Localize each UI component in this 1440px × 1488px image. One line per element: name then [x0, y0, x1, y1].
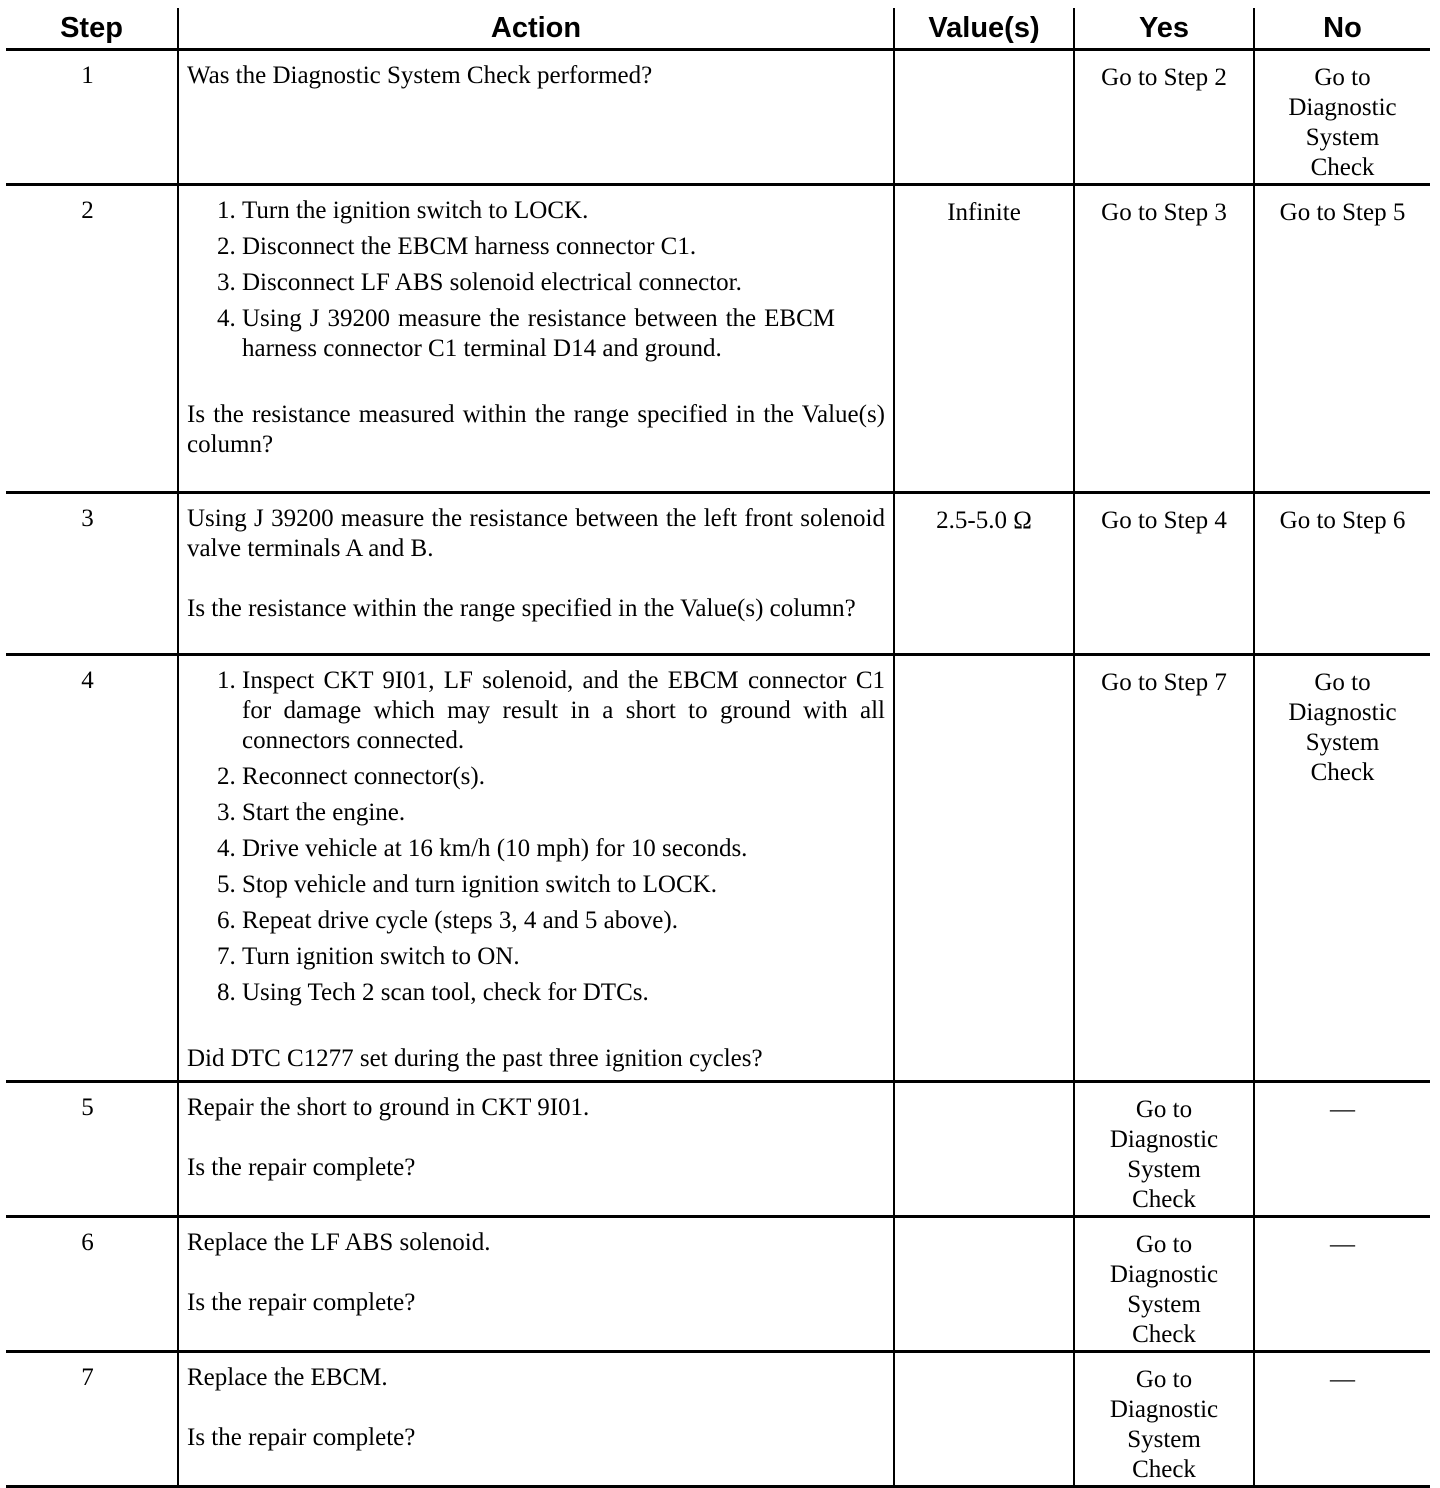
list-item: 4. Using J 39200 measure the resistance between the EBCM harness connector C1 terminal D14 and ground.: [242, 304, 885, 364]
action-cell: [178, 185, 894, 493]
list-item: 7. Turn ignition switch to ON.: [242, 942, 885, 972]
table-row: [6, 1352, 1430, 1487]
action-intro: Replace the LF ABS solenoid.: [187, 1229, 491, 1256]
list-item: 4. Drive vehicle at 16 km/h (10 mph) for 10 seconds.: [242, 834, 885, 864]
table-row: [6, 1217, 1430, 1352]
action-cell: [178, 655, 894, 1082]
step-number: 2: [6, 185, 178, 493]
list-item: 2. Disconnect the EBCM harness connector C1.: [242, 232, 885, 262]
action-intro: Using J 39200 measure the resistance between the left front solenoid valve terminals A and B.: [187, 505, 885, 562]
list-item: 5. Stop vehicle and turn ignition switch to LOCK.: [242, 870, 885, 900]
list-item: 2. Reconnect connector(s).: [242, 762, 885, 792]
no-cell: Go to Step 6: [1254, 493, 1430, 655]
header-value: Value(s): [894, 8, 1074, 50]
action-cell: [178, 1217, 894, 1352]
action-question: Is the repair complete?: [187, 1154, 416, 1181]
list-item: 6. Repeat drive cycle (steps 3, 4 and 5 above).: [242, 906, 885, 936]
value-cell: 2.5-5.0 Ω: [894, 493, 1074, 655]
step-number: 4: [6, 655, 178, 1082]
header-yes: Yes: [1074, 8, 1254, 50]
value-cell: [894, 1217, 1074, 1352]
header-step: Step: [6, 8, 178, 50]
no-cell: Go to Diagnostic System Check: [1254, 655, 1430, 1082]
table-row: [6, 50, 1430, 185]
action-cell: [178, 493, 894, 655]
header-no: No: [1254, 8, 1430, 50]
no-cell: —: [1254, 1082, 1430, 1217]
no-cell: Go to Step 5: [1254, 185, 1430, 493]
action-steps: [187, 666, 885, 1008]
action-intro: Repair the short to ground in CKT 9I01.: [187, 1094, 590, 1121]
action-question: Is the repair complete?: [187, 1289, 416, 1316]
list-item: 3. Start the engine.: [242, 798, 885, 828]
diagnostic-table: [6, 8, 1430, 1488]
action-cell: [178, 1352, 894, 1487]
step-number: 6: [6, 1217, 178, 1352]
table-row: [6, 1082, 1430, 1217]
action-question: Is the resistance measured within the range specified in the Value(s) column?: [187, 401, 885, 458]
action-question: Did DTC C1277 set during the past three ignition cycles?: [187, 1045, 763, 1072]
action-intro: Replace the EBCM.: [187, 1364, 388, 1391]
no-cell: Go to Diagnostic System Check: [1254, 50, 1430, 185]
value-cell: [894, 1082, 1074, 1217]
yes-cell: Go to Step 2: [1074, 50, 1254, 185]
value-cell: [894, 655, 1074, 1082]
action-question: Was the Diagnostic System Check performed?: [187, 62, 653, 89]
list-item: 3. Disconnect LF ABS solenoid electrical connector.: [242, 268, 885, 298]
step-number: 7: [6, 1352, 178, 1487]
yes-cell: Go to Step 7: [1074, 655, 1254, 1082]
list-item: 1. Inspect CKT 9I01, LF solenoid, and the EBCM connector C1 for damage which may result in a short to ground with all connectors connected.: [242, 666, 885, 756]
header-action: Action: [178, 8, 894, 50]
action-question: Is the repair complete?: [187, 1424, 416, 1451]
action-question: Is the resistance within the range specified in the Value(s) column?: [187, 595, 856, 622]
yes-cell: Go to Diagnostic System Check: [1074, 1352, 1254, 1487]
step-number: 5: [6, 1082, 178, 1217]
table-row: [6, 493, 1430, 655]
step-number: 1: [6, 50, 178, 185]
value-cell: [894, 50, 1074, 185]
table-row: [6, 655, 1430, 1082]
action-cell: [178, 1082, 894, 1217]
value-cell: Infinite: [894, 185, 1074, 493]
no-cell: —: [1254, 1217, 1430, 1352]
action-steps: [187, 196, 885, 364]
table-row: [6, 185, 1430, 493]
action-cell: [178, 50, 894, 185]
yes-cell: Go to Diagnostic System Check: [1074, 1082, 1254, 1217]
no-cell: —: [1254, 1352, 1430, 1487]
yes-cell: Go to Step 4: [1074, 493, 1254, 655]
yes-cell: Go to Diagnostic System Check: [1074, 1217, 1254, 1352]
value-cell: [894, 1352, 1074, 1487]
yes-cell: Go to Step 3: [1074, 185, 1254, 493]
step-number: 3: [6, 493, 178, 655]
list-item: 1. Turn the ignition switch to LOCK.: [242, 196, 885, 226]
list-item: 8. Using Tech 2 scan tool, check for DTCs.: [242, 978, 885, 1008]
header-row: [6, 8, 1430, 50]
